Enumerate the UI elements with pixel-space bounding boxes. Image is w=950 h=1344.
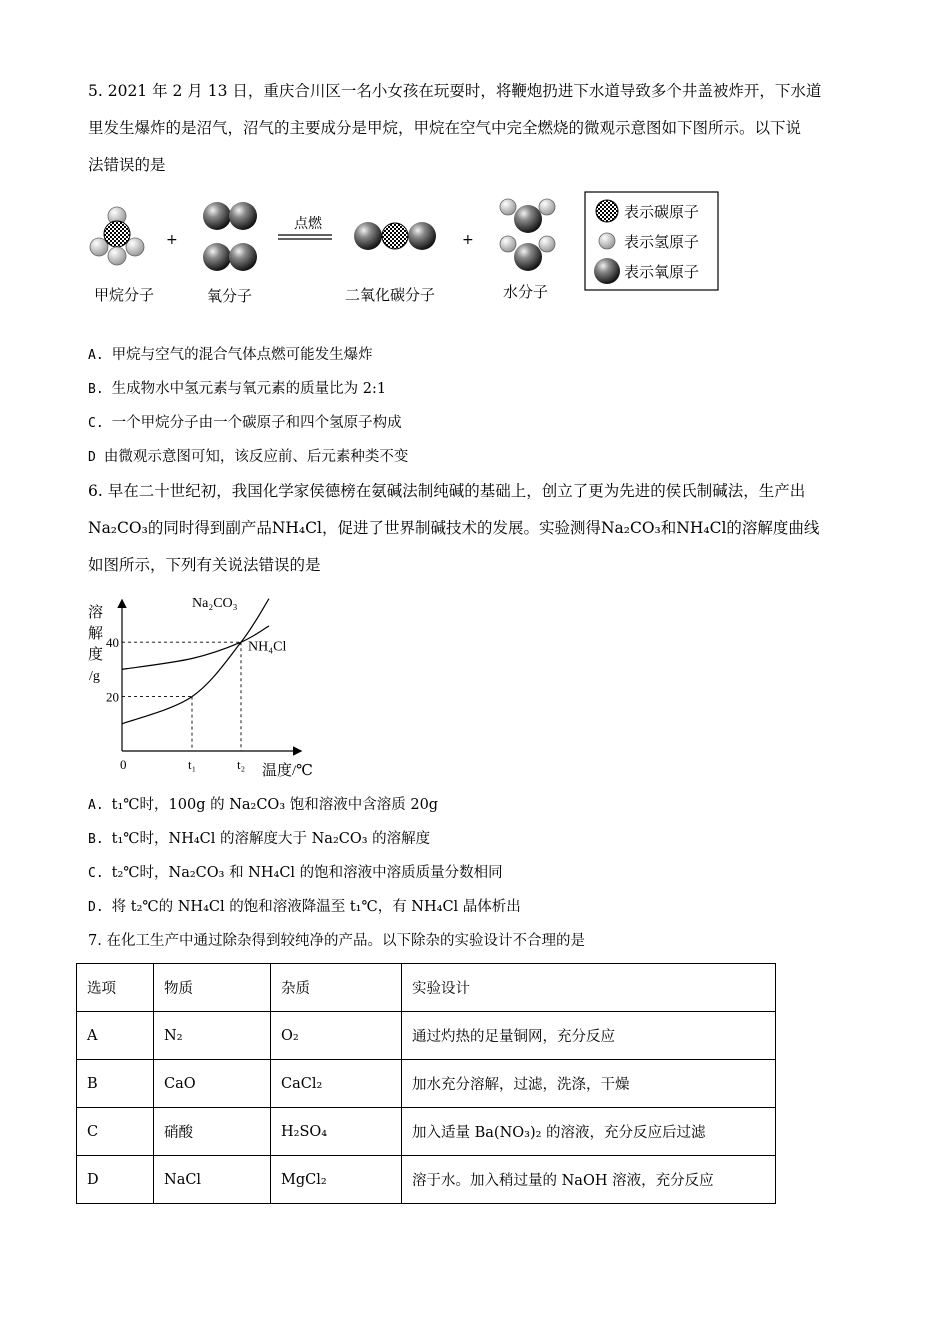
q6-option-a xyxy=(88,795,438,816)
oxygen-atom xyxy=(203,202,231,230)
table-cell: NaCl xyxy=(154,1156,271,1204)
hydrogen-atom xyxy=(539,236,555,252)
formula-nh4cl: NH₄Cl xyxy=(271,519,322,537)
oxygen-atom xyxy=(514,243,542,271)
table-cell: B xyxy=(77,1060,154,1108)
q6-line2-end: ，促进了世界制碱技术的发展。实验测得 xyxy=(321,519,601,537)
table-cell: CaCl₂ xyxy=(271,1060,402,1108)
table-header-cell: 物质 xyxy=(154,964,271,1012)
formula-na2co3-b: Na₂CO₃ xyxy=(600,519,661,537)
oxygen-atom xyxy=(229,243,257,271)
carbon-atom xyxy=(382,223,408,249)
option-label: A. xyxy=(88,348,104,363)
formula-nh4cl-b: NH₄Cl xyxy=(676,519,727,537)
carbon-atom xyxy=(104,221,130,247)
q6-option-b xyxy=(88,829,430,850)
y-label-1: 溶 xyxy=(88,605,104,621)
option-text: 将 t₂℃的 NH₄Cl 的饱和溶液降温至 t₁℃，有 NH₄Cl 晶体析出 xyxy=(111,899,521,915)
methane-combustion-diagram xyxy=(80,190,730,310)
x-origin-label: 0 xyxy=(120,757,127,772)
table-cell: 加水充分溶解，过滤，洗涤，干燥 xyxy=(402,1060,776,1108)
q6-stem-line2 xyxy=(88,517,819,539)
table-header-cell: 实验设计 xyxy=(402,964,776,1012)
series-label-na2co3: Na₂CO₃ xyxy=(192,595,238,611)
q5-option-d xyxy=(88,447,408,468)
table-cell: 加入适量 Ba(NO₃)₂ 的溶液，充分反应后过滤 xyxy=(402,1108,776,1156)
q5-stem-line1: 5. 2021 年 2 月 13 日，重庆合川区一名小女孩在玩耍时，将鞭炮扔进下水道导致多个井盖被炸开，下水道 xyxy=(88,82,822,100)
co2-label: 二氧化碳分子 xyxy=(345,286,436,304)
option-label: B. xyxy=(88,832,104,847)
table-header-cell: 选项 xyxy=(77,964,154,1012)
table-cell: 硝酸 xyxy=(154,1108,271,1156)
option-label: C. xyxy=(88,866,104,881)
q5-stem-line3: 法错误的是 xyxy=(88,156,166,174)
q6-option-d xyxy=(88,897,521,918)
oxygen-atom xyxy=(408,222,436,250)
q6-line2-tail: 的溶解度曲线 xyxy=(726,519,820,537)
legend-oxygen-swatch xyxy=(594,258,620,284)
reaction-condition: 点燃 xyxy=(294,216,322,232)
table-cell: O₂ xyxy=(271,1012,402,1060)
hydrogen-atom xyxy=(500,199,516,215)
option-text: 生成物水中氢元素与氧元素的质量比为 2:1 xyxy=(111,381,387,397)
option-text: 一个甲烷分子由一个碳原子和四个氢原子构成 xyxy=(111,415,402,431)
legend-carbon-swatch xyxy=(596,200,618,222)
table-row xyxy=(77,1060,776,1108)
table-header-row xyxy=(77,964,776,1012)
y-tick-label-40: 40 xyxy=(106,635,119,651)
q5-option-c xyxy=(88,413,402,434)
option-label: B. xyxy=(88,382,104,397)
q7-stem: 7. 在化工生产中通过除杂得到较纯净的产品。以下除杂的实验设计不合理的是 xyxy=(88,933,585,949)
y-label-2: 解 xyxy=(88,626,104,642)
legend-hydrogen-text: 表示氢原子 xyxy=(624,233,700,251)
x-tick-label-t2: t₂ xyxy=(237,757,246,772)
oxygen-atom xyxy=(229,202,257,230)
table-row xyxy=(77,1156,776,1204)
water-molecules xyxy=(500,199,555,271)
plus-sign: + xyxy=(166,232,178,248)
y-label-4: /g xyxy=(89,669,100,684)
q6-stem-line3: 如图所示，下列有关说法错误的是 xyxy=(88,556,321,574)
table-cell: MgCl₂ xyxy=(271,1156,402,1204)
option-text: t₁℃时，NH₄Cl 的溶解度大于 Na₂CO₃ 的溶解度 xyxy=(111,831,431,847)
chart-marks xyxy=(106,596,286,772)
option-text: 由微观示意图可知，该反应前、后元素种类不变 xyxy=(103,449,409,465)
option-label: C. xyxy=(88,416,104,431)
hydrogen-atom xyxy=(500,236,516,252)
oxygen-atom xyxy=(354,222,382,250)
table-row xyxy=(77,1108,776,1156)
table-cell: A xyxy=(77,1012,154,1060)
table-cell: C xyxy=(77,1108,154,1156)
x-axis-label: 温度/℃ xyxy=(262,763,313,779)
option-text: t₁℃时，100g 的 Na₂CO₃ 饱和溶液中含溶质 20g xyxy=(111,797,439,813)
q7-table xyxy=(76,963,776,1204)
series-curve-nh4cl xyxy=(122,626,269,670)
y-label-3: 度 xyxy=(88,647,104,663)
hydrogen-atom xyxy=(539,199,555,215)
q5-option-a xyxy=(88,345,373,366)
methane-molecule xyxy=(90,207,144,265)
table-header-cell: 杂质 xyxy=(271,964,402,1012)
solubility-chart xyxy=(80,595,350,785)
q6-stem-line1: 6. 早在二十世纪初，我国化学家侯德榜在氨碱法制纯碱的基础上，创立了更为先进的侯氏制碱法，生产出 xyxy=(88,482,806,500)
table-cell: D xyxy=(77,1156,154,1204)
co2-molecule xyxy=(354,222,436,250)
oxygen-molecules xyxy=(203,202,257,271)
legend-hydrogen-swatch xyxy=(599,233,615,249)
legend-oxygen-text: 表示氧原子 xyxy=(624,263,700,281)
oxygen-atom xyxy=(514,205,542,233)
q6-line2-and: 和 xyxy=(660,519,677,537)
oxygen-label: 氧分子 xyxy=(207,287,253,305)
table-cell: 溶于水。加入稍过量的 NaOH 溶液，充分反应 xyxy=(402,1156,776,1204)
oxygen-atom xyxy=(203,243,231,271)
legend-carbon-text: 表示碳原子 xyxy=(624,203,700,221)
methane-label: 甲烷分子 xyxy=(94,286,155,304)
series-curve-na2co3 xyxy=(122,599,269,724)
series-label-nh4cl: NH₄Cl xyxy=(248,639,287,655)
formula-na2co3: Na₂CO₃ xyxy=(88,519,148,537)
x-tick-label-t1: t₁ xyxy=(188,757,197,772)
hydrogen-atom xyxy=(108,247,126,265)
q5-stem-line2: 里发生爆炸的是沼气，沼气的主要成分是甲烷，甲烷在空气中完全燃烧的微观示意图如下图所示。以下说 xyxy=(88,119,802,137)
table-cell: CaO xyxy=(154,1060,271,1108)
table-cell: 通过灼热的足量铜网，充分反应 xyxy=(402,1012,776,1060)
q6-option-c xyxy=(88,863,503,884)
plus-sign-2: + xyxy=(462,232,474,248)
option-label: D. xyxy=(88,900,104,915)
option-text: t₂℃时，Na₂CO₃ 和 NH₄Cl 的饱和溶液中溶质质量分数相同 xyxy=(111,865,503,881)
y-tick-label-20: 20 xyxy=(106,689,119,705)
option-text: 甲烷与空气的混合气体点燃可能发生爆炸 xyxy=(111,347,373,363)
option-label: D xyxy=(88,450,96,465)
table-cell: H₂SO₄ xyxy=(271,1108,402,1156)
water-label: 水分子 xyxy=(503,283,549,301)
q6-line2-mid: 的同时得到副产品 xyxy=(147,519,272,537)
option-label: A. xyxy=(88,798,104,813)
q5-option-b xyxy=(88,379,386,400)
table-cell: N₂ xyxy=(154,1012,271,1060)
table-row xyxy=(77,1012,776,1060)
